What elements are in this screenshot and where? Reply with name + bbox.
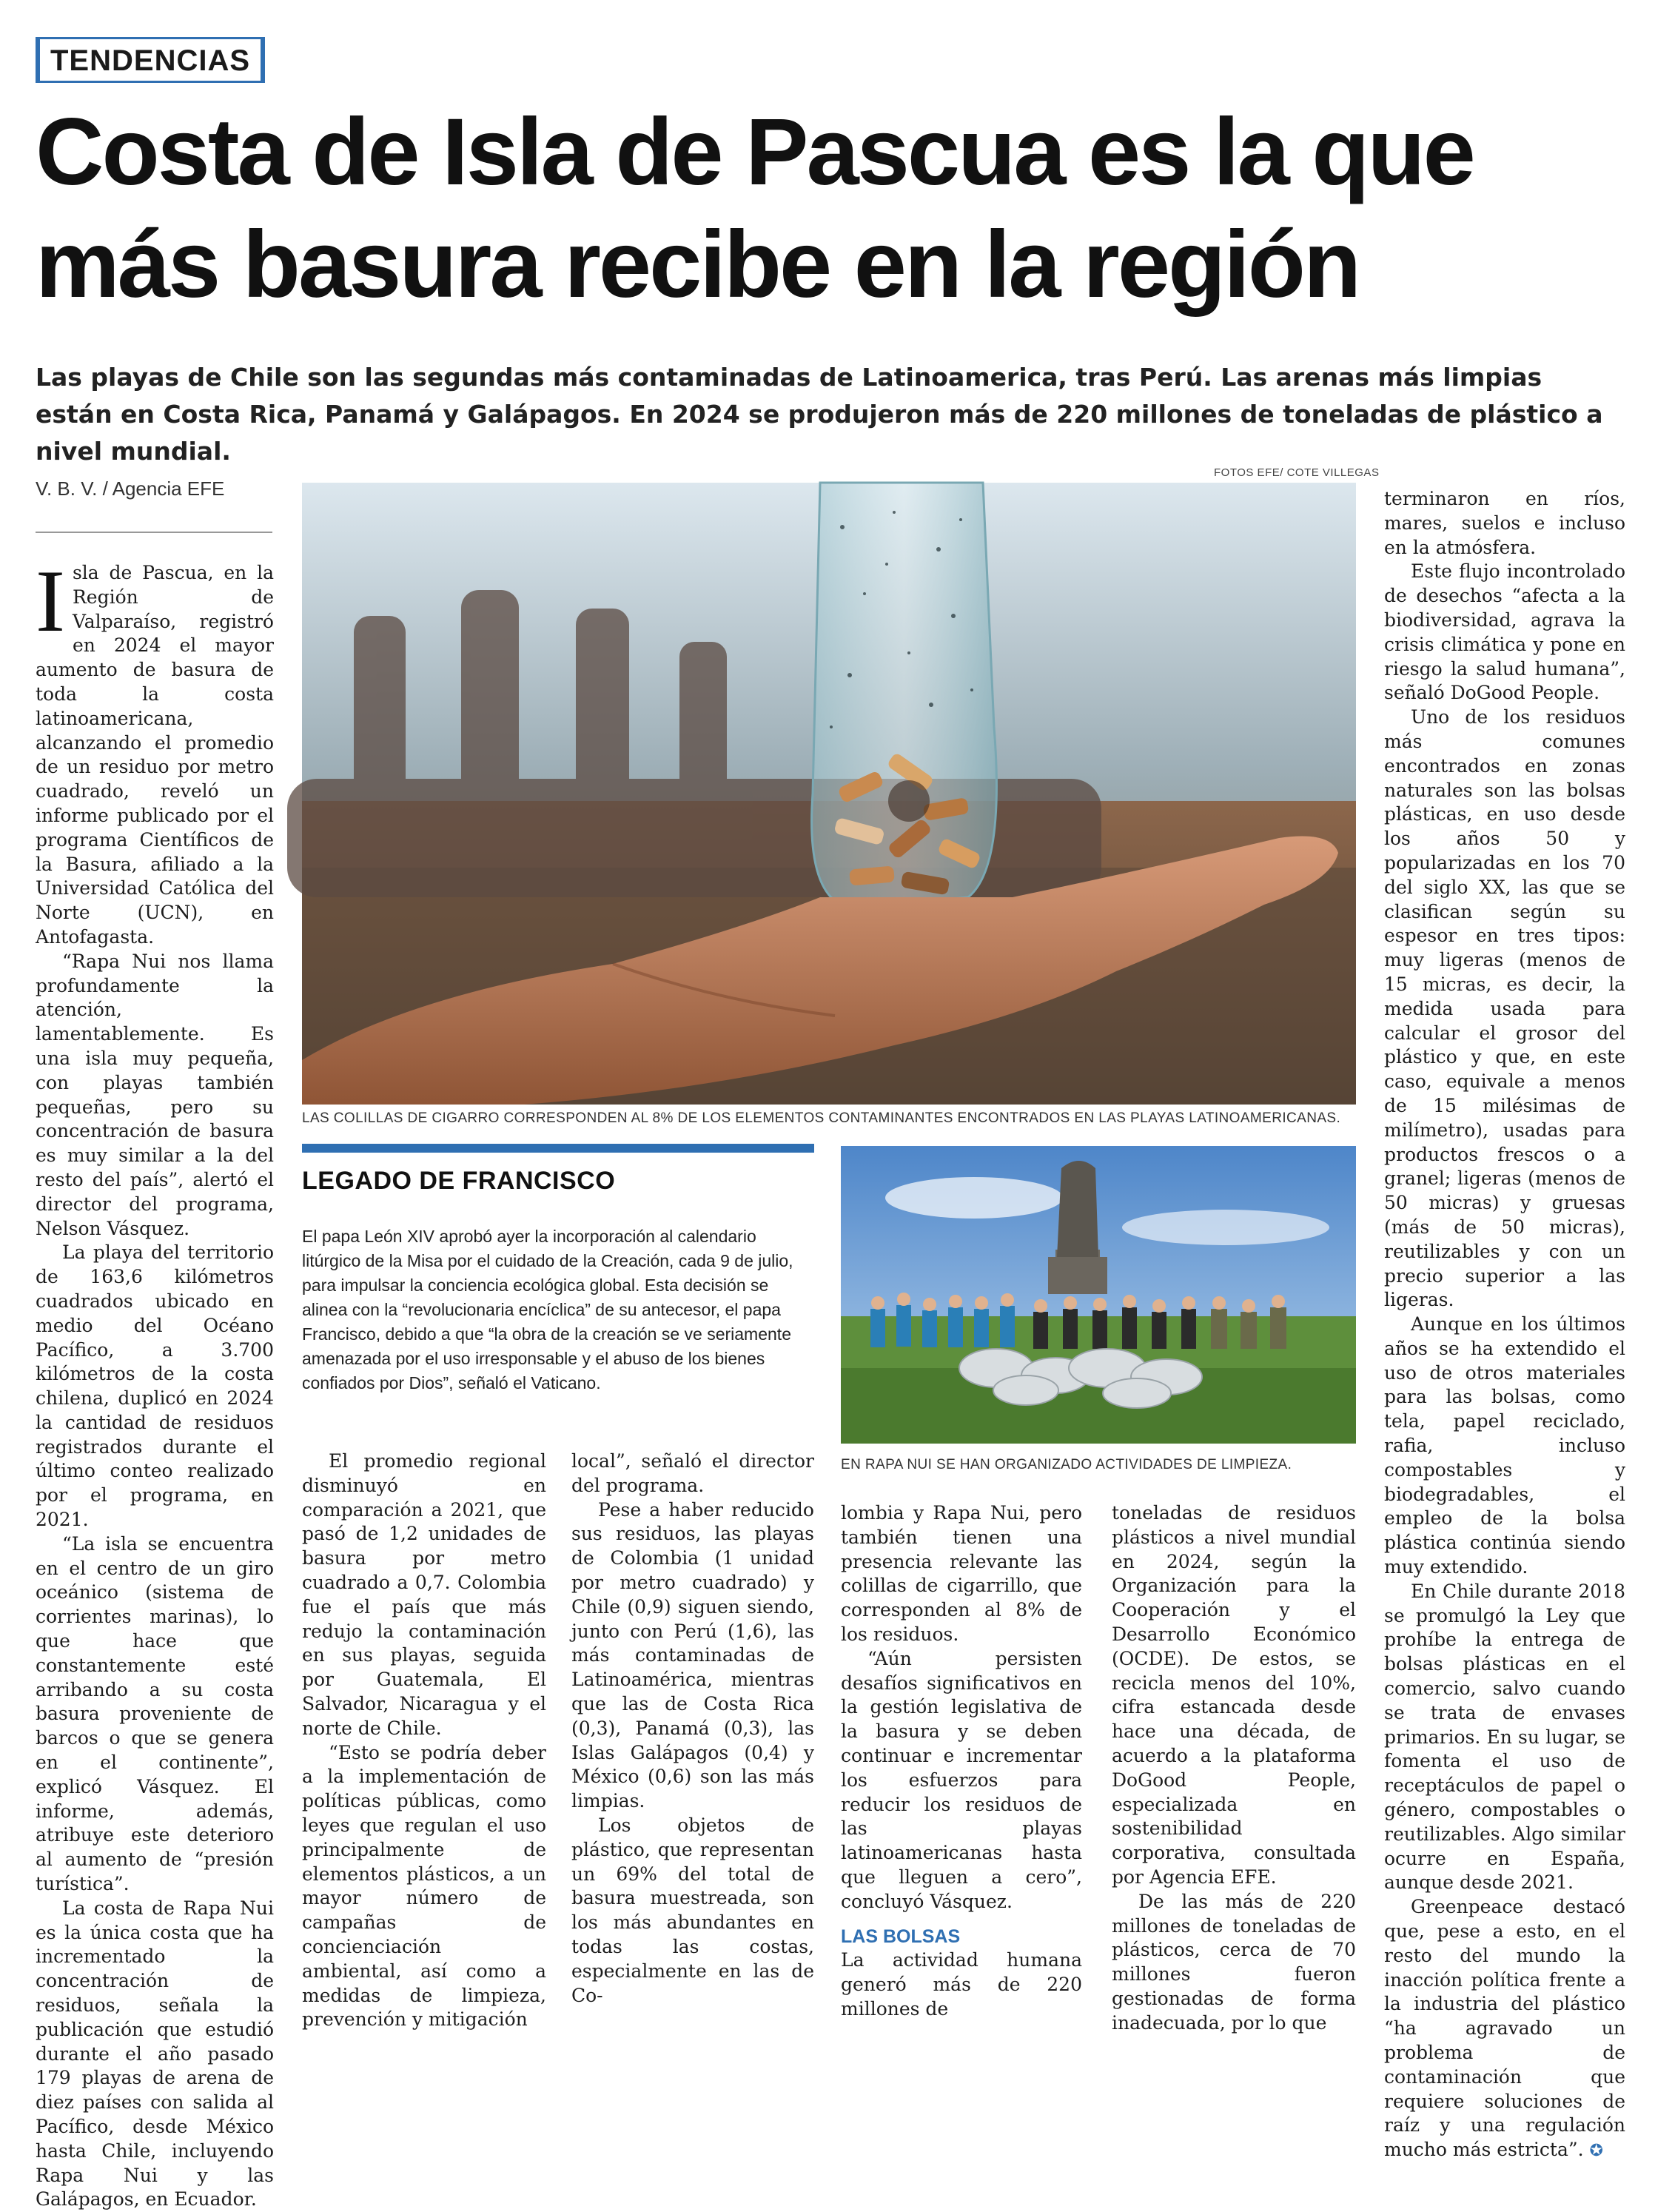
paragraph: Este flujo incontrolado de desechos “afecta a la biodiversidad, agrava la crisis climática y pone en riesgo la salud humana”, señaló DoGood People. [1384,560,1625,704]
deck: Las playas de Chile son las segundas más contaminadas de Latinoamerica, tras Perú. Las arenas más limpias están en Costa Rica, Panamá y Galápagos. En 2024 se produjeron más de 220 millones de toneladas de plástico a nivel mundial. [36,363,1603,466]
main-photo [302,483,1356,1105]
paragraph: En Chile durante 2018 se promulgó la Ley que prohíbe la entrega de bolsas plásticas en el comercio, salvo cuando se trata de envases primarios. En su lugar, se fomenta el uso de receptáculos de papel o género, compostables o reutilizables. Algo similar ocurre en España, aunque desde 2021. [1384,1580,1625,1894]
paragraph: “La isla se encuentra en el centro de un giro oceánico (sistema de corrientes marinas), lo que hace que constantemente esté arribando a su costa basura proveniente de barcos o que se genera en el continente”, explicó Vásquez. El informe, además, atribuye este deterioro al aumento de “presión turística”. [36,1532,274,1895]
paragraph: “Rapa Nui nos llama profundamente la atención, lamentablemente. Es una isla muy pequeña, con playas también pequeñas, pero su concentración de basura es muy similar a la del resto del país”, alertó el director del programa, Nelson Vásquez. [36,950,274,1239]
main-photo-caption: LAS COLILLAS DE CIGARRO CORRESPONDEN AL 8% DE LOS ELEMENTOS CONTAMINANTES ENCONTRADOS EN LAS PLAYAS LATINOAMERICANAS. [302,1110,1341,1126]
end-of-article-icon: ✪ [1589,2142,1603,2161]
article-column-3 [571,1449,814,2006]
paragraph: Pese a haber reducido sus residuos, las playas de Colombia (1 unidad por metro cuadrado) y Chile (0,9) siguen siendo, junto con Perú (1,6), las más contaminadas de Latinoamérica, mientras que las de Costa Rica (0,3), Panamá (0,3), las Islas Galápagos (0,4) y México (0,6) son las más limpias. [571,1498,814,1812]
paragraph: De las más de 220 millones de toneladas de plásticos, cerca de 70 millones fueron gestionadas de forma inadecuada, por lo que [1112,1890,1356,2034]
main-photo-illustration [302,483,1356,1105]
byline-rule [36,532,272,533]
paragraph: La costa de Rapa Nui es la única costa que ha incrementado la concentración de residuos, señala la publicación que estudió durante el año pasado 179 playas de arena de diez países con salida al Pacífico, desde México hasta Chile, incluyendo Rapa Nui y las Galápagos, en Ecuador. [36,1897,274,2211]
headline-line-2: más basura recibe en la región [36,212,1360,318]
section-tag: TENDENCIAS [36,37,265,83]
cleanup-photo [841,1146,1356,1444]
cleanup-photo-illustration [841,1146,1356,1444]
photo-credit: FOTOS EFE/ COTE VILLEGAS [1214,466,1380,479]
paragraph: Los objetos de plástico, que representan un 69% del total de basura muestreada, son los más abundantes en todas las costas, especialmente en las de Co- [571,1814,814,2006]
paragraph: “Esto se podría deber a la implementación de políticas públicas, como leyes que regulan el uso principalmente de elementos plásticos, a un mayor número de campañas de concienciación ambiental, así como a medidas de limpieza, prevención y mitigación [302,1741,546,2031]
paragraph: lombia y Rapa Nui, pero también tienen una presencia relevante las colillas de cigarrillo, que corresponden al 8% de los residuos. [841,1502,1082,1645]
byline: V. B. V. / Agencia EFE [36,477,225,500]
headline [36,96,1627,321]
cleanup-photo-caption: EN RAPA NUI SE HAN ORGANIZADO ACTIVIDADES DE LIMPIEZA. [841,1457,1292,1472]
legado-title: LEGADO DE FRANCISCO [302,1167,616,1195]
paragraph: Greenpeace destacó que, pese a esto, en el resto del mundo la inacción política frente a la industria del plástico “ha agravado un problema de contaminación que requiere soluciones de raíz y una regulación mucho más estricta”. ✪ [1384,1896,1625,2161]
subhead-las-bolsas: LAS BOLSAS [841,1926,961,1947]
headline-line-1: Costa de Isla de Pascua es la que [36,99,1474,205]
paragraph: El promedio regional disminuyó en comparación a 2021, que pasó de 1,2 unidades de basura por metro cuadrado a 0,7. Colombia fue el país que más redujo la contaminación en sus playas, seguida por Guatemala, El Salvador, Nicaragua y el norte de Chile. [302,1450,546,1739]
paragraph: terminaron en ríos, mares, suelos e incluso en la atmósfera. [1384,488,1625,558]
paragraph: toneladas de residuos plásticos a nivel mundial en 2024, según la Organización para la Cooperación y el Desarrollo Económico (OCDE). De estos, se recicla menos del 10%, cifra estancada desde hace una década, de acuerdo a la plataforma DoGood People, especializada en sostenibilidad corporativa, consultada por Agencia EFE. [1112,1502,1356,1888]
paragraph: La playa del territorio de 163,6 kilómetros cuadrados ubicado en medio del Océano Pacífico, a 3.700 kilómetros de la costa chilena, duplicó en 2024 la cantidad de residuos registrados durante el último conteo realizado por el programa, en 2021. [36,1241,274,1531]
paragraph: “Aún persisten desafíos significativos en la gestión legislativa de la basura y se deben continuar e incrementar los esfuerzos para reducir los residuos de las playas latinoamericanas hasta que lleguen a cero”, concluyó Vásquez. [841,1647,1082,1912]
article-column-4 [841,1501,1082,2020]
article-column-6 [1384,487,1625,2161]
paragraph: Isla de Pascua, en la Región de Valparaíso, registró en 2024 el mayor aumento de basura de toda la costa latinoamericana, alcanzando el promedio de un residuo por metro cuadrado, reveló un informe publicado por el programa Científicos de la Basura, afiliado a la Universidad Católica del Norte (UCN), en Antofagasta. [36,552,274,948]
paragraph: local”, señaló el director del programa. [571,1450,814,1496]
paragraph: Aunque en los últimos años se ha extendido el uso de otros materiales para las bolsas, como tela, papel reciclado, rafia, incluso compostables y biodegradables, el empleo de la bolsa plástica continúa siendo muy extendido. [1384,1313,1625,1578]
article-column-5 [1112,1501,1356,2034]
legado-text: El papa León XIV aprobó ayer la incorporación al calendario litúrgico de la Misa por el cuidado de la Creación, cada 9 de julio, para impulsar la conciencia ecológica global. Esta decisión se alinea con la “revolucionaria encíclica” de su antecesor, el papa Francisco, debido a que “la obra de la creación se ve seriamente amenazada por el uso irresponsable y el abuso de los bienes confiados por Dios”, señaló el Vaticano. [302,1227,793,1392]
legado-accent-bar [302,1144,814,1153]
article-column-1 [36,552,274,2211]
drop-cap: I [36,552,65,650]
paragraph: Uno de los residuos más comunes encontrados en zonas naturales son las bolsas plásticas, en uso desde los años 50 y popularizadas en los 70 del siglo XX, las que se clasifican según su espesor en tres tipos: muy ligeras (menos de 15 micras, es decir, la medida usada para calcular el grosor del plástico y que, en este caso, equivale a menos de 15 milésimas de milímetro), usadas para productos frescos o a granel; ligeras (menos de 50 micras) y gruesas (más de 50 micras), reutilizables y con un precio superior a las ligeras. [1384,706,1625,1311]
article-column-2 [302,1449,546,2031]
paragraph: La actividad humana generó más de 220 millones de [841,1949,1082,2020]
